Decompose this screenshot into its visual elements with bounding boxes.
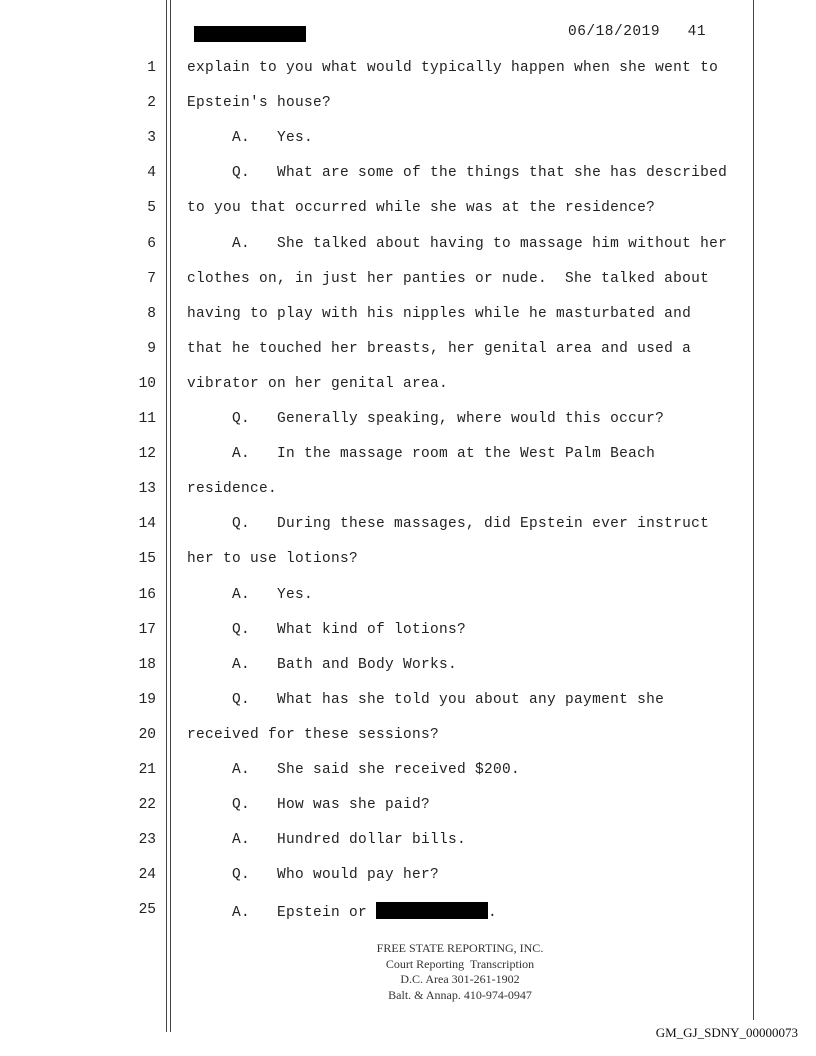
line-number: 8: [147, 306, 156, 322]
bates-number: GM_GJ_SDNY_00000073: [655, 1025, 798, 1040]
transcript-line: [187, 446, 655, 462]
transcript-line-text: A. Yes.: [187, 130, 314, 146]
transcript-line: [187, 692, 664, 708]
line-number: 16: [138, 587, 156, 603]
transcript-line-text: clothes on, in just her panties or nude. She talked about: [187, 271, 710, 287]
transcript-line: [187, 902, 497, 921]
reporter-footer: [300, 941, 620, 1003]
transcript-line-text: A. Bath and Body Works.: [187, 657, 458, 673]
transcript-line-suffix: .: [488, 905, 498, 921]
transcript-line-text: Q. Generally speaking, where would this occur?: [187, 411, 665, 427]
line-number: 22: [138, 797, 156, 813]
transcript-line-text: her to use lotions?: [187, 551, 359, 567]
transcript-line: [187, 200, 655, 216]
line-number: 24: [138, 867, 156, 883]
transcript-line: [187, 95, 331, 111]
line-number: 13: [138, 481, 156, 497]
transcript-line-text: Q. How was she paid?: [187, 797, 431, 813]
transcript-line: [187, 516, 709, 532]
line-number: 20: [138, 727, 156, 743]
transcript-line: [187, 376, 448, 392]
line-number: 19: [138, 692, 156, 708]
transcript-line: [187, 551, 358, 567]
header-redaction-box: [194, 26, 306, 42]
transcript-line-text: Q. What are some of the things that she has described: [187, 165, 728, 181]
line-number: 5: [147, 200, 156, 216]
left-margin-rule-1: [166, 0, 167, 1032]
transcript-line-text: A. Yes.: [187, 587, 314, 603]
transcript-line-text: Q. During these massages, did Epstein ever instruct: [187, 516, 710, 532]
line-number: 3: [147, 130, 156, 146]
transcript-line: [187, 867, 439, 883]
transcript-line: [187, 657, 457, 673]
line-number: 9: [147, 341, 156, 357]
line-number: 4: [147, 165, 156, 181]
transcript-line: [187, 60, 718, 76]
line-number: 23: [138, 832, 156, 848]
transcript-line-text: explain to you what would typically happen when she went to: [187, 60, 719, 76]
line-number: 14: [138, 516, 156, 532]
transcript-line: [187, 165, 727, 181]
line-number: 21: [138, 762, 156, 778]
transcript-line-text: Epstein's house?: [187, 95, 332, 111]
transcript-line: [187, 622, 466, 638]
line-number: 15: [138, 551, 156, 567]
transcript-line: [187, 236, 727, 252]
line-number: 1: [147, 60, 156, 76]
line-number: 10: [138, 376, 156, 392]
line-number: 17: [138, 622, 156, 638]
right-margin-rule: [753, 0, 754, 1020]
footer-service: Court Reporting Transcription: [385, 956, 535, 971]
transcript-line: [187, 341, 691, 357]
transcript-line: [187, 587, 313, 603]
line-number: 11: [138, 411, 156, 427]
redaction-box: [376, 902, 488, 919]
transcript-line-text: Q. What kind of lotions?: [187, 622, 467, 638]
transcript-line: [187, 762, 520, 778]
transcript-line-text: that he touched her breasts, her genital area and used a: [187, 341, 692, 357]
transcript-line-text: Q. What has she told you about any payment she: [187, 692, 665, 708]
transcript-line-text: A. Epstein or: [187, 905, 377, 921]
transcript-line: [187, 271, 709, 287]
left-margin-rule-2: [170, 0, 171, 1032]
footer-balt-phone: Balt. & Annap. 410-974-0947: [388, 987, 532, 1002]
footer-company: FREE STATE REPORTING, INC.: [376, 941, 544, 955]
transcript-line-text: vibrator on her genital area.: [187, 376, 449, 392]
line-number: 25: [138, 902, 156, 918]
line-number: 2: [147, 95, 156, 111]
transcript-line: [187, 481, 277, 497]
header-date-page: 06/18/2019 41: [568, 24, 707, 40]
transcript-line-text: A. She talked about having to massage him without her: [187, 236, 728, 252]
transcript-line-text: received for these sessions?: [187, 727, 440, 743]
transcript-line: [187, 797, 430, 813]
transcript-line-text: Q. Who would pay her?: [187, 867, 440, 883]
transcript-line-text: A. She said she received $200.: [187, 762, 521, 778]
footer-dc-phone: D.C. Area 301-261-1902: [400, 972, 520, 986]
transcript-line: [187, 832, 466, 848]
transcript-line: [187, 306, 691, 322]
transcript-line: [187, 130, 313, 146]
transcript-line: [187, 411, 664, 427]
transcript-line-text: residence.: [187, 481, 278, 497]
line-number: 18: [138, 657, 156, 673]
transcript-line: [187, 727, 439, 743]
transcript-line-text: having to play with his nipples while he masturbated and: [187, 306, 692, 322]
transcript-line-text: to you that occurred while she was at the residence?: [187, 200, 656, 216]
line-number: 6: [147, 236, 156, 252]
line-number: 12: [138, 446, 156, 462]
transcript-line-text: A. Hundred dollar bills.: [187, 832, 467, 848]
transcript-line-text: A. In the massage room at the West Palm Beach: [187, 446, 656, 462]
line-number: 7: [147, 271, 156, 287]
